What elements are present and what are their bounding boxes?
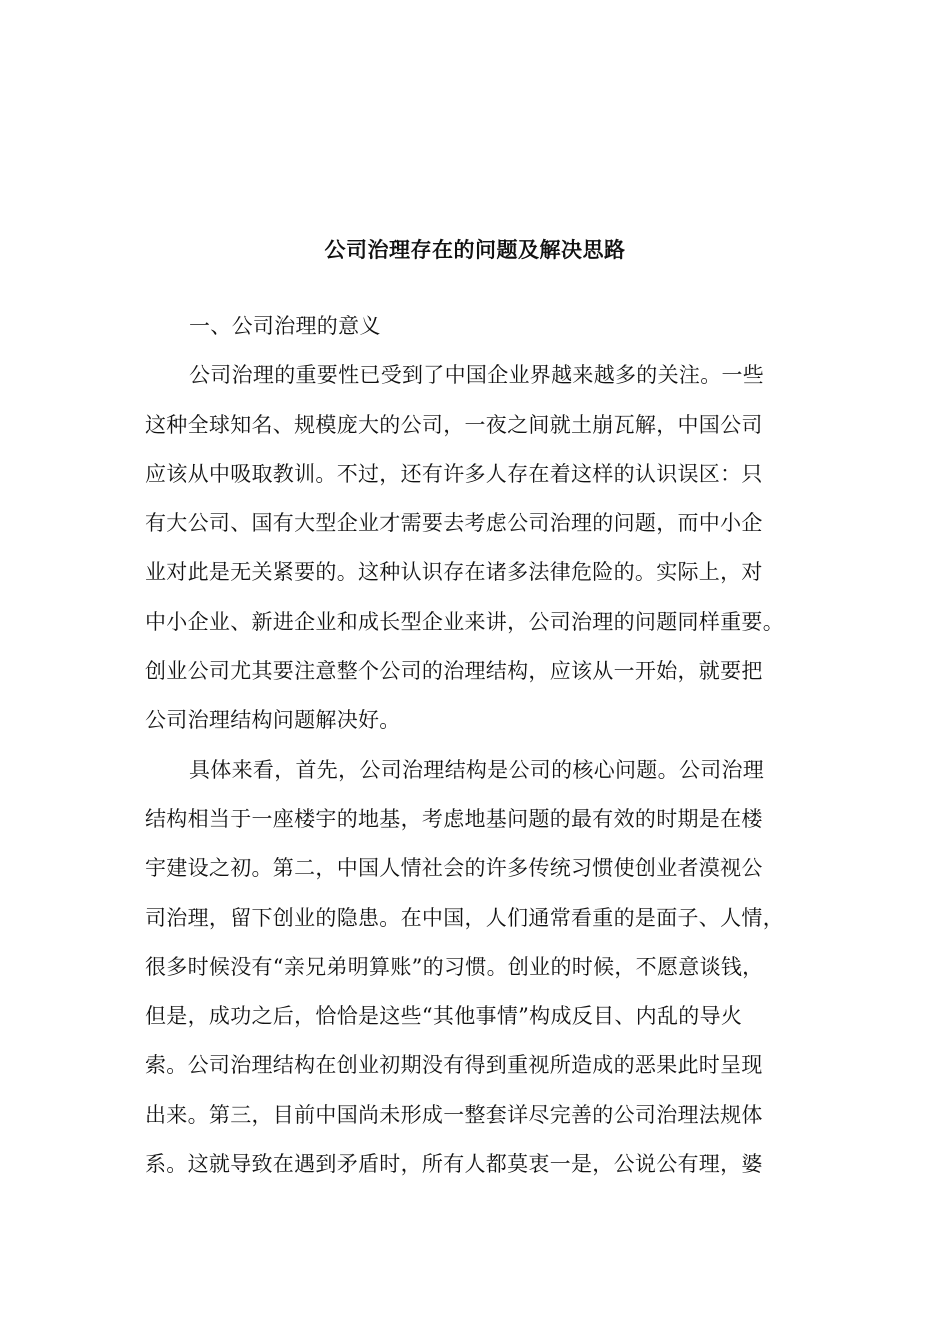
paragraph-line: 业对此是无关紧要的。这种认识存在诸多法律危险的。实际上，对 — [145, 560, 763, 585]
paragraph-line: 出来。第三，目前中国尚未形成一整套详尽完善的公司治理法规体 — [145, 1102, 763, 1127]
paragraph-line: 很多时候没有“亲兄弟明算账”的习惯。创业的时候，不愿意谈钱， — [145, 954, 764, 979]
section-heading-text: 一、公司治理的意义 — [189, 314, 381, 338]
paragraph-line: 中小企业、新进企业和成长型企业来讲，公司治理的问题同样重要。 — [145, 609, 784, 634]
paragraph-1 — [145, 357, 805, 751]
document-title: 公司治理存在的问题及解决思路 — [324, 237, 626, 262]
paragraph-line: 具体来看，首先，公司治理结构是公司的核心问题。公司治理 — [189, 757, 765, 782]
paragraph-line: 公司治理的重要性已受到了中国企业界越来越多的关注。一些 — [189, 363, 765, 388]
paragraph-line: 系。这就导致在遇到矛盾时，所有人都莫衷一是，公说公有理，婆 — [145, 1152, 763, 1177]
paragraph-line: 司治理，留下创业的隐患。在中国，人们通常看重的是面子、人情， — [145, 905, 784, 930]
paragraph-line: 这种全球知名、规模庞大的公司，一夜之间就土崩瓦解，中国公司 — [145, 412, 763, 437]
paragraph-line: 应该从中吸取教训。不过，还有许多人存在着这样的认识误区：只 — [145, 461, 763, 486]
paragraph-line: 有大公司、国有大型企业才需要去考虑公司治理的问题，而中小企 — [145, 511, 763, 536]
paragraph-line: 创业公司尤其要注意整个公司的治理结构，应该从一开始，就要把 — [145, 659, 763, 684]
section-heading — [145, 308, 805, 357]
paragraph-line: 公司治理结构问题解决好。 — [145, 708, 401, 733]
paragraph-line: 索。公司治理结构在创业初期没有得到重视所造成的恶果此时呈现 — [145, 1053, 763, 1078]
paragraph-line: 结构相当于一座楼宇的地基，考虑地基问题的最有效的时期是在楼 — [145, 806, 763, 831]
paragraph-line: 宇建设之初。第二，中国人情社会的许多传统习惯使创业者漠视公 — [145, 856, 763, 881]
paragraph-2 — [145, 752, 805, 1196]
document-body — [145, 308, 805, 1195]
paragraph-line: 但是，成功之后，恰恰是这些“其他事情”构成反目、内乱的导火 — [145, 1004, 743, 1029]
